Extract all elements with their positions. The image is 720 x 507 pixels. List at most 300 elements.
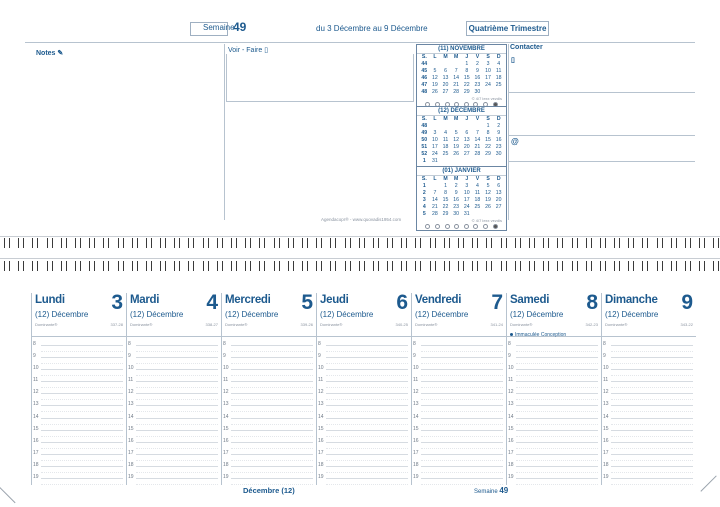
day-num: 7 xyxy=(491,291,503,314)
hour-line xyxy=(516,357,598,358)
hour-slot[interactable] xyxy=(222,461,316,476)
hour-slot[interactable] xyxy=(412,379,506,391)
mini-calendar-day: 25 xyxy=(495,82,502,88)
day-header xyxy=(317,293,411,337)
mini-calendar-day: 28 xyxy=(432,211,438,217)
mini-calendar-header: D xyxy=(496,176,501,182)
mini-calendar-header: S xyxy=(486,176,490,182)
hour-slot[interactable] xyxy=(602,449,696,464)
moon-phase-icon xyxy=(464,224,469,229)
hour-slot[interactable] xyxy=(602,437,696,452)
mini-calendar-header: J xyxy=(465,116,469,122)
hour-line xyxy=(516,454,598,455)
hour-slot[interactable] xyxy=(32,461,126,476)
hour-slot[interactable] xyxy=(32,379,126,391)
mini-calendar-grid xyxy=(417,54,506,96)
half-hour-line xyxy=(231,363,313,364)
hour-label: 13 xyxy=(318,401,324,408)
half-hour-line xyxy=(611,460,693,461)
hour-label: 10 xyxy=(33,365,39,372)
hour-label: 18 xyxy=(33,461,39,468)
spiral-ring xyxy=(89,261,95,271)
hour-line xyxy=(41,466,123,467)
mini-calendar-day: 5 xyxy=(454,130,458,136)
hour-slot[interactable] xyxy=(317,425,411,440)
spiral-ring xyxy=(345,261,351,271)
hour-line xyxy=(41,369,123,370)
hour-slot[interactable] xyxy=(507,476,601,488)
hour-line xyxy=(421,381,503,382)
half-hour-line xyxy=(421,351,503,352)
hour-slot[interactable] xyxy=(412,437,506,452)
hour-slot[interactable] xyxy=(507,343,601,355)
mini-calendar-day: 19 xyxy=(485,197,491,203)
hour-slot[interactable] xyxy=(317,355,411,367)
mini-calendar-day: 13 xyxy=(495,190,502,196)
hour-line xyxy=(136,381,218,382)
hour-slot[interactable] xyxy=(32,343,126,355)
hour-slot[interactable] xyxy=(127,476,221,488)
mini-calendar-day: 11 xyxy=(442,137,449,143)
hour-line xyxy=(41,345,123,346)
spiral-ring xyxy=(628,261,634,271)
hour-slot[interactable] xyxy=(602,476,696,488)
spiral-ring xyxy=(160,238,166,248)
half-hour-line xyxy=(41,436,123,437)
hour-slot[interactable] xyxy=(602,425,696,440)
mini-calendar-week-number: 3 xyxy=(422,197,426,203)
mini-calendar-header: S. xyxy=(421,54,427,60)
hour-slot[interactable] xyxy=(602,461,696,476)
hour-slot[interactable] xyxy=(507,437,601,452)
hour-label: 8 xyxy=(603,341,606,347)
mini-calendar-day xyxy=(483,158,494,165)
hour-slot[interactable] xyxy=(32,391,126,403)
spiral-ring xyxy=(316,238,322,248)
spiral-ring xyxy=(288,261,294,271)
hour-slot[interactable] xyxy=(127,413,221,428)
half-hour-line xyxy=(326,484,408,485)
mini-calendar-day xyxy=(451,158,462,165)
hour-label: 9 xyxy=(223,353,226,360)
spiral-ring xyxy=(586,261,592,271)
hour-slot[interactable] xyxy=(127,391,221,403)
hour-label: 12 xyxy=(413,389,419,396)
spiral-ring xyxy=(671,261,677,271)
hour-label: 17 xyxy=(603,449,609,456)
mini-calendar-week-number: 1 xyxy=(422,158,426,164)
hour-slot[interactable] xyxy=(127,449,221,464)
day-month: (12) Décembre xyxy=(510,310,564,319)
hour-slot[interactable] xyxy=(602,379,696,391)
hour-line xyxy=(41,430,123,431)
mini-calendar-week-number: 48 xyxy=(421,123,428,129)
mini-calendar-day: 22 xyxy=(485,144,491,150)
hour-slot[interactable] xyxy=(412,449,506,464)
hour-slot[interactable] xyxy=(32,437,126,452)
mini-calendar-header: M xyxy=(443,176,448,182)
spiral-ring xyxy=(685,238,691,248)
mini-calendar-day xyxy=(493,89,504,96)
hour-slot[interactable] xyxy=(222,355,316,367)
hour-label: 18 xyxy=(128,461,134,468)
hour-slot[interactable] xyxy=(222,413,316,428)
hour-slot[interactable] xyxy=(507,355,601,367)
mini-calendar-title: (12) DÉCEMBRE xyxy=(417,107,506,116)
mini-calendar-day xyxy=(493,158,504,165)
hour-line xyxy=(611,454,693,455)
voir-faire-label: Voir - Faire ▯ xyxy=(228,47,269,54)
moon-phases xyxy=(417,223,506,230)
hour-slot[interactable] xyxy=(412,461,506,476)
hour-label: 16 xyxy=(223,437,229,444)
hour-line xyxy=(611,442,693,443)
hour-slot[interactable] xyxy=(32,367,126,379)
hour-slot[interactable] xyxy=(412,355,506,367)
hour-slot[interactable] xyxy=(317,391,411,403)
mini-calendar-day: 20 xyxy=(442,82,449,88)
hour-line xyxy=(136,369,218,370)
day-month: (12) Décembre xyxy=(130,310,184,319)
mini-calendar-week-number: 48 xyxy=(421,89,428,95)
hour-slot[interactable] xyxy=(127,343,221,355)
spiral-ring xyxy=(401,238,407,248)
half-hour-line xyxy=(136,375,218,376)
spiral-ring xyxy=(217,261,223,271)
mini-calendar-week-number: 49 xyxy=(421,130,428,136)
hour-slot[interactable] xyxy=(317,449,411,464)
hour-line xyxy=(421,393,503,394)
hour-label: 15 xyxy=(33,425,39,432)
hour-label: 19 xyxy=(318,474,324,481)
footer-week: Semaine 49 xyxy=(474,486,509,495)
hour-line xyxy=(326,369,408,370)
day-header xyxy=(127,293,221,337)
hour-slot[interactable] xyxy=(317,413,411,428)
mini-calendar-header: V xyxy=(475,54,480,60)
page-corner-left xyxy=(0,487,16,507)
hour-line xyxy=(421,478,503,479)
hour-slot[interactable] xyxy=(32,403,126,415)
hour-line xyxy=(611,405,693,406)
mini-calendar-day xyxy=(462,123,473,130)
hour-line xyxy=(421,466,503,467)
hour-label: 11 xyxy=(128,377,134,384)
hour-label: 14 xyxy=(603,413,609,420)
mini-calendar-day: 18 xyxy=(442,144,449,150)
mini-calendar-header: M xyxy=(454,116,459,122)
half-hour-line xyxy=(231,411,313,412)
half-hour-line xyxy=(421,399,503,400)
week-range: du 3 Décembre au 9 Décembre xyxy=(316,24,428,33)
half-hour-line xyxy=(326,399,408,400)
mini-calendar-day: 1 xyxy=(444,183,447,189)
holiday-dot-icon xyxy=(510,333,513,336)
day-num: 6 xyxy=(396,291,408,314)
half-hour-line xyxy=(231,351,313,352)
half-hour-line xyxy=(136,424,218,425)
hour-slot[interactable] xyxy=(127,403,221,415)
hour-slot[interactable] xyxy=(507,367,601,379)
mini-calendar-header: L xyxy=(433,54,437,60)
hour-slot[interactable] xyxy=(222,343,316,355)
hour-line xyxy=(421,418,503,419)
mini-calendar-day: 2 xyxy=(475,61,479,67)
half-hour-line xyxy=(231,484,313,485)
spiral-ring xyxy=(61,238,67,248)
half-hour-line xyxy=(136,411,218,412)
hour-slot[interactable] xyxy=(602,413,696,428)
hour-slot[interactable] xyxy=(32,449,126,464)
spiral-ring xyxy=(103,261,109,271)
day-code: 342-23 xyxy=(585,322,598,327)
hour-slot[interactable] xyxy=(317,367,411,379)
spiral-ring xyxy=(47,238,53,248)
hour-slot[interactable] xyxy=(32,355,126,367)
day-sub: Dominante® xyxy=(415,322,438,327)
hour-slots xyxy=(507,343,601,488)
spiral-ring xyxy=(600,238,606,248)
spiral-ring xyxy=(4,261,10,271)
moon-phase-icon xyxy=(473,224,478,229)
hour-label: 16 xyxy=(508,437,514,444)
spiral-ring xyxy=(18,238,24,248)
day-sub: Dominante® xyxy=(320,322,343,327)
hour-line xyxy=(231,478,313,479)
mini-calendar-day: 8 xyxy=(444,190,447,196)
hour-line xyxy=(421,405,503,406)
hour-slot[interactable] xyxy=(317,343,411,355)
moon-phase-icon xyxy=(425,224,430,229)
hour-slot[interactable] xyxy=(412,425,506,440)
hour-label: 11 xyxy=(223,377,229,384)
hour-slot[interactable] xyxy=(602,355,696,367)
hour-slot[interactable] xyxy=(412,367,506,379)
hour-label: 17 xyxy=(318,449,324,456)
spiral-ring xyxy=(572,238,578,248)
credit-text: Agendacopr® - www.quovadis1954.com xyxy=(321,217,402,222)
hour-slot[interactable] xyxy=(602,403,696,415)
mini-calendar-week-number: 44 xyxy=(421,61,428,67)
hour-label: 15 xyxy=(603,425,609,432)
mini-calendar-week-number: 1 xyxy=(422,183,426,189)
mini-calendar-day xyxy=(493,211,504,218)
hour-slot[interactable] xyxy=(127,425,221,440)
spiral-ring xyxy=(288,238,294,248)
half-hour-line xyxy=(421,436,503,437)
perforation-line xyxy=(0,236,720,237)
hour-slot[interactable] xyxy=(222,403,316,415)
hour-slot[interactable] xyxy=(507,403,601,415)
mini-calendar-day xyxy=(472,123,483,130)
hour-slot[interactable] xyxy=(317,379,411,391)
hour-slot[interactable] xyxy=(507,379,601,391)
hour-label: 15 xyxy=(223,425,229,432)
hour-slot[interactable] xyxy=(317,403,411,415)
mini-calendar-week-number: 51 xyxy=(421,144,428,150)
moon-phase-icon xyxy=(483,224,488,229)
half-hour-line xyxy=(516,399,598,400)
half-hour-line xyxy=(421,411,503,412)
hour-slot[interactable] xyxy=(602,391,696,403)
hour-slot[interactable] xyxy=(412,403,506,415)
day-name: Mercredi xyxy=(225,294,271,306)
spiral-ring xyxy=(515,238,521,248)
half-hour-line xyxy=(611,448,693,449)
mini-calendar-header: V xyxy=(475,116,480,122)
half-hour-line xyxy=(231,375,313,376)
hour-line xyxy=(326,466,408,467)
hour-label: 13 xyxy=(508,401,514,408)
hour-line xyxy=(421,442,503,443)
hour-slot[interactable] xyxy=(412,413,506,428)
moon-phase-icon xyxy=(493,224,498,229)
spiral-ring xyxy=(444,261,450,271)
hour-label: 17 xyxy=(223,449,229,456)
hour-slot[interactable] xyxy=(127,355,221,367)
hour-slot[interactable] xyxy=(507,413,601,428)
hour-slot[interactable] xyxy=(317,476,411,488)
hour-slot[interactable] xyxy=(507,449,601,464)
hour-slot[interactable] xyxy=(127,367,221,379)
hour-slot[interactable] xyxy=(317,437,411,452)
hour-slot[interactable] xyxy=(507,461,601,476)
spiral-ring xyxy=(203,238,209,248)
half-hour-line xyxy=(516,460,598,461)
half-hour-line xyxy=(326,424,408,425)
mini-calendar-day: 14 xyxy=(453,75,460,81)
mini-calendar-day: 31 xyxy=(432,158,438,164)
hour-line xyxy=(41,357,123,358)
week-label: Semaine xyxy=(203,23,235,32)
hour-label: 18 xyxy=(413,461,419,468)
mini-calendar-day: 27 xyxy=(442,89,449,95)
hour-slot[interactable] xyxy=(127,379,221,391)
half-hour-line xyxy=(326,411,408,412)
hour-line xyxy=(136,478,218,479)
hour-slot[interactable] xyxy=(32,476,126,488)
hour-label: 11 xyxy=(318,377,324,384)
half-hour-line xyxy=(421,484,503,485)
hour-slot[interactable] xyxy=(412,391,506,403)
spiral-ring xyxy=(302,238,308,248)
hour-slot[interactable] xyxy=(222,391,316,403)
hour-slot[interactable] xyxy=(32,413,126,428)
half-hour-line xyxy=(611,472,693,473)
hour-slot[interactable] xyxy=(222,425,316,440)
hour-slot[interactable] xyxy=(222,379,316,391)
mini-calendar-header: S xyxy=(486,116,490,122)
hour-slot[interactable] xyxy=(602,367,696,379)
spiral-ring xyxy=(486,238,492,248)
mini-calendar-header: M xyxy=(443,116,448,122)
hour-label: 8 xyxy=(128,341,131,347)
half-hour-line xyxy=(326,472,408,473)
hour-slot[interactable] xyxy=(127,461,221,476)
hour-label: 9 xyxy=(318,353,321,360)
hour-slot[interactable] xyxy=(32,425,126,440)
spiral-ring xyxy=(330,238,336,248)
spiral-ring xyxy=(515,261,521,271)
mini-calendar-day: 6 xyxy=(497,183,501,189)
mini-calendar-header: J xyxy=(465,54,469,60)
mini-calendar-day: 12 xyxy=(453,137,460,143)
hour-line xyxy=(326,442,408,443)
hour-label: 13 xyxy=(223,401,229,408)
day-column xyxy=(601,293,696,485)
mini-calendar-day: 14 xyxy=(474,137,481,143)
mini-calendar-header: D xyxy=(496,116,501,122)
spiral-ring xyxy=(274,261,280,271)
spiral-ring xyxy=(245,261,251,271)
hour-label: 12 xyxy=(128,389,134,396)
spiral-ring xyxy=(316,261,322,271)
email-icon: @ xyxy=(511,137,519,146)
hour-label: 11 xyxy=(603,377,609,384)
hour-slot[interactable] xyxy=(127,437,221,452)
spiral-ring xyxy=(444,238,450,248)
half-hour-line xyxy=(516,436,598,437)
half-hour-line xyxy=(136,351,218,352)
day-code: 338-27 xyxy=(205,322,218,327)
spiral-ring xyxy=(657,261,663,271)
hour-label: 9 xyxy=(33,353,36,360)
day-sub: Dominante® xyxy=(510,322,533,327)
mini-calendar-day: 13 xyxy=(442,75,449,81)
spiral-ring xyxy=(628,238,634,248)
spiral-ring xyxy=(259,261,265,271)
mini-calendar-day: 10 xyxy=(463,190,470,196)
half-hour-line xyxy=(421,375,503,376)
half-hour-line xyxy=(611,375,693,376)
hour-line xyxy=(611,466,693,467)
mini-calendar-day: 4 xyxy=(475,183,479,189)
hour-slots xyxy=(317,343,411,488)
half-hour-line xyxy=(516,472,598,473)
mini-calendar-day: 9 xyxy=(454,190,458,196)
mini-calendar-day xyxy=(440,123,451,130)
mini-calendar-day: 23 xyxy=(495,144,502,150)
hour-slot[interactable] xyxy=(412,343,506,355)
hour-line xyxy=(41,478,123,479)
hour-slot[interactable] xyxy=(222,367,316,379)
mini-calendar-week-number: 45 xyxy=(421,68,428,74)
voir-faire-box xyxy=(226,54,414,102)
half-hour-line xyxy=(611,351,693,352)
hour-slot[interactable] xyxy=(507,425,601,440)
hour-line xyxy=(326,381,408,382)
day-month: (12) Décembre xyxy=(225,310,279,319)
hour-slot[interactable] xyxy=(222,437,316,452)
mini-calendar-day: 5 xyxy=(433,68,437,74)
spiral-ring xyxy=(132,238,138,248)
hour-line xyxy=(136,357,218,358)
hour-slot[interactable] xyxy=(317,461,411,476)
mini-calendar-header: V xyxy=(475,176,480,182)
hour-line xyxy=(231,369,313,370)
mini-calendar-day: 7 xyxy=(475,130,479,136)
hour-slot[interactable] xyxy=(507,391,601,403)
hour-slot[interactable] xyxy=(602,343,696,355)
hour-slot[interactable] xyxy=(222,449,316,464)
mini-calendar-day: 16 xyxy=(495,137,502,143)
spiral-ring xyxy=(160,261,166,271)
hour-label: 10 xyxy=(413,365,419,372)
spiral-ring xyxy=(217,238,223,248)
spiral-ring xyxy=(387,238,393,248)
hour-line xyxy=(611,357,693,358)
spiral-ring xyxy=(359,238,365,248)
